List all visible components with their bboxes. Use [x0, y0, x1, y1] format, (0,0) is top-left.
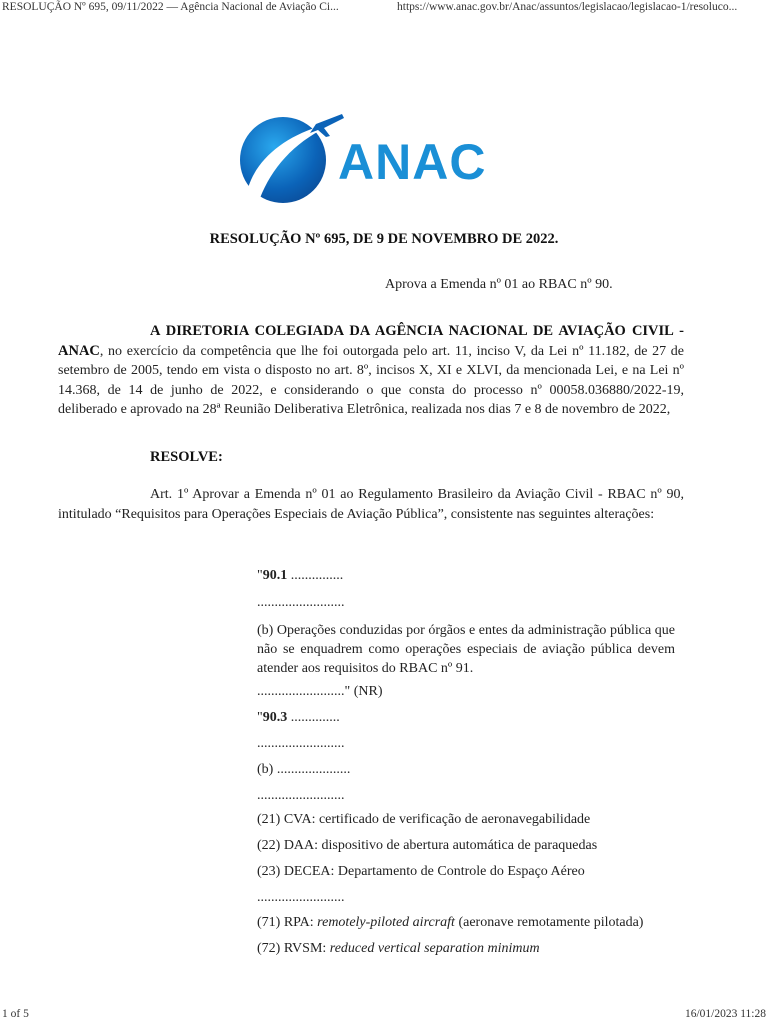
item-b-text: (b) Operações conduzidas por órgãos e entes da administração pública que não se enquadrem como operações especiais de aviação pública devem atender aos requisitos do RBAC nº 91. [257, 623, 675, 676]
logo-text: ANAC [338, 134, 487, 190]
item-b-ellipsis: (b) ..................... [257, 762, 351, 777]
section-90-3: "90.3 .............. [257, 710, 340, 725]
ellipsis-line: ......................... [257, 788, 345, 803]
definition-71: (71) RPA: remotely-piloted aircraft (aeronave remotamente pilotada) [257, 915, 644, 930]
page-title: RESOLUÇÃO Nº 695, 09/11/2022 — Agência Nacional de Aviação Ci... [2, 1, 339, 13]
definition-22: (22) DAA: dispositivo de abertura automática de paraquedas [257, 838, 598, 853]
globe-airplane-icon [238, 110, 348, 206]
resolution-title: RESOLUÇÃO Nº 695, DE 9 DE NOVEMBRO DE 2022. [209, 231, 559, 247]
ellipsis-line: ......................... [257, 736, 345, 751]
ellipsis-line: ......................... [257, 595, 345, 610]
ementa: Aprova a Emenda nº 01 ao RBAC nº 90. [385, 277, 613, 292]
section-90-1: "90.1 ............... [257, 568, 344, 583]
article-1 [58, 485, 684, 525]
definition-72: (72) RVSM: reduced vertical separation minimum [257, 941, 540, 956]
article-1-text: Art. 1º Aprovar a Emenda nº 01 ao Regulamento Brasileiro da Aviação Civil - RBAC nº 90, intitulado “Requisitos para Operações Especiais de Aviação Pública”, consistente nas seguintes alterações: [58, 487, 684, 522]
definition-23: (23) DECEA: Departamento de Controle do Espaço Aéreo [257, 864, 585, 879]
definition-21: (21) CVA: certificado de verificação de aeronavegabilidade [257, 812, 591, 827]
preamble-body: , no exercício da competência que lhe foi outorgada pelo art. 11, inciso V, da Lei nº 11.182, de 27 de setembro de 2005, tendo em vista o disposto no art. 8º, incisos X, XI e XLVI, da mencionada Lei, e na Lei nº 14.368, de 14 de junho de 2022, e considerando o que consta do processo nº 00058.036880/2022-19, deliberado e aprovado na 28ª Reunião Deliberativa Eletrônica, realizada nos dias 7 e 8 de novembro de 2022, [58, 343, 684, 417]
preamble-head: A DIRETORIA COLEGIADA DA AGÊNCIA NACIONAL DE AVIAÇÃO CIVIL - ANAC [58, 323, 684, 359]
ellipsis-nr-line: ........................." (NR) [257, 684, 383, 699]
print-datetime: 16/01/2023 11:28 [684, 1008, 766, 1020]
resolve-heading: RESOLVE: [150, 449, 223, 465]
page-url[interactable]: https://www.anac.gov.br/Anac/assuntos/legislacao/legislacao-1/resoluco... [397, 1, 738, 13]
anac-logo [238, 110, 504, 206]
print-footer [0, 1006, 768, 1024]
print-header [0, 0, 768, 16]
ellipsis-line: ......................... [257, 890, 345, 905]
page-count: 1 of 5 [2, 1008, 29, 1020]
preamble-paragraph [58, 322, 684, 420]
